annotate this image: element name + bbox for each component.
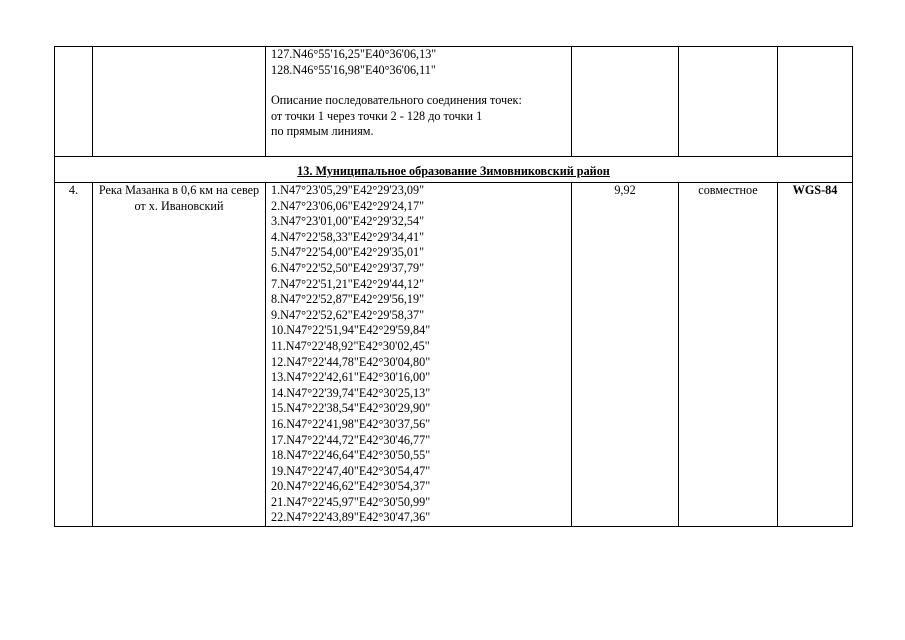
row-name: Река Мазанка в 0,6 км на север от х. Ивановский (93, 183, 266, 527)
point-line: 15.N47°22'38,54"E42°30'29,90" (271, 401, 431, 416)
point-line: 16.N47°22'41,98"E42°30'37,56" (271, 416, 431, 431)
description-line: от точки 1 через точки 2 - 128 до точки 1 (271, 108, 483, 123)
point-line: 20.N47°22'46,62"E42°30'54,37" (271, 479, 431, 494)
point-line: 18.N47°22'46,64"E42°30'50,55" (271, 448, 431, 463)
point-line: 14.N47°22'39,74"E42°30'25,13" (271, 385, 431, 400)
row-usage: совместное (679, 183, 778, 527)
description-line: по прямым линиям. (271, 124, 374, 139)
point-line: 1.N47°23'05,29"E42°29'23,09" (271, 183, 425, 197)
cont-usage-cell (679, 47, 778, 157)
section-heading: 13. Муниципальное образование Зимовниковский район (55, 157, 853, 183)
row-points-cell (266, 183, 572, 527)
point-line: 21.N47°22'45,97"E42°30'50,99" (271, 494, 431, 509)
point-line: 19.N47°22'47,40"E42°30'54,47" (271, 463, 431, 478)
cont-number-cell (55, 47, 93, 157)
point-line: 6.N47°22'52,50"E42°29'37,79" (271, 260, 425, 275)
point-line: 127.N46°55'16,25"E40°36'06,13" (271, 47, 437, 61)
point-line: 8.N47°22'52,87"E42°29'56,19" (271, 292, 425, 307)
point-line: 4.N47°22'58,33"E42°29'34,41" (271, 229, 425, 244)
point-line: 22.N47°22'43,89"E42°30'47,36" (271, 510, 431, 525)
point-line: 11.N47°22'48,92"E42°30'02,45" (271, 338, 430, 353)
point-line: 3.N47°23'01,00"E42°29'32,54" (271, 214, 425, 229)
row-system: WGS-84 (778, 183, 853, 527)
section-heading-row (55, 157, 853, 183)
point-line: 12.N47°22'44,78"E42°30'04,80" (271, 354, 431, 369)
table-row (55, 183, 853, 527)
row-number: 4. (55, 183, 93, 527)
point-line: 17.N47°22'44,72"E42°30'46,77" (271, 432, 431, 447)
row-points-list (271, 183, 571, 526)
description-line: Описание последовательного соединения точек: (271, 93, 522, 108)
point-line: 7.N47°22'51,21"E42°29'44,12" (271, 276, 425, 291)
cont-system-cell (778, 47, 853, 157)
point-line: 128.N46°55'16,98"E40°36'06,11" (271, 62, 436, 77)
point-line: 13.N47°22'42,61"E42°30'16,00" (271, 370, 431, 385)
cont-name-cell (93, 47, 266, 157)
point-line: 5.N47°22'54,00"E42°29'35,01" (271, 245, 425, 260)
row-area: 9,92 (572, 183, 679, 527)
point-line: 2.N47°23'06,06"E42°29'24,17" (271, 198, 425, 213)
cont-points-list (271, 47, 571, 78)
continuation-row (55, 47, 853, 157)
coordinates-table (54, 46, 853, 527)
cont-area-cell (572, 47, 679, 157)
cont-points-cell (266, 47, 572, 157)
point-line: 10.N47°22'51,94"E42°29'59,84" (271, 323, 431, 338)
point-line: 9.N47°22'52,62"E42°29'58,37" (271, 307, 425, 322)
